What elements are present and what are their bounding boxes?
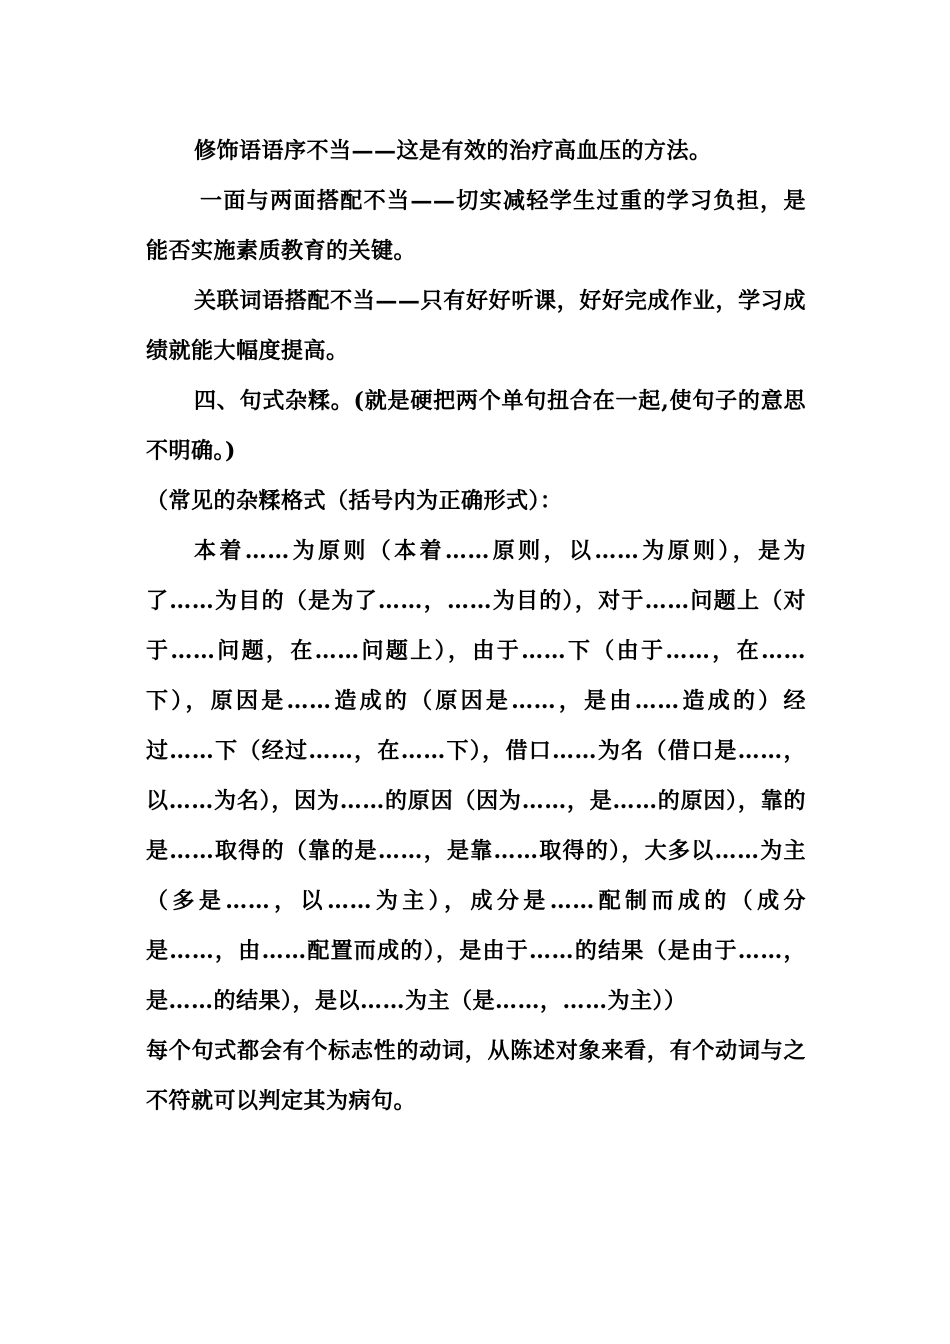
paragraph-verb-marker-note: 每个句式都会有个标志性的动词，从陈述对象来看，有个动词与之不符就可以判定其为病句。 <box>146 1038 806 1114</box>
paragraph-conjunction-mismatch: 关联词语搭配不当——只有好好听课，好好完成作业，学习成绩就能大幅度提高。 <box>146 288 806 364</box>
paragraph-modifier-order: 修饰语语序不当——这是有效的治疗高血压的方法。 <box>194 138 712 164</box>
document-body <box>146 126 806 1126</box>
paragraph-one-two-sided: 一面与两面搭配不当——切实减轻学生过重的学习负担，是能否实施素质教育的关键。 <box>146 188 806 264</box>
paragraph-common-formats-intro: （常见的杂糅格式（括号内为正确形式）： <box>146 488 563 514</box>
paragraph-section-four-heading: 四、句式杂糅。(就是硬把两个单句扭合在一起,使句子的意思不明确。) <box>146 388 806 464</box>
paragraph-common-formats-list: 本着……为原则（本着……原则，以……为原则），是为了……为目的（是为了……，……为目的），对于……问题上（对于……问题，在……问题上），由于……下（由于……，在……下），原因是……造成的（原因是……，是由……造成的）经过……下（经过……，在……下），借口……为名（借口是……，以……为名），因为……的原因（因为……，是……的原因），靠的是……取得的（靠的是……，是靠……取得的），大多以……为主（多是……，以……为主），成分是……配制而成的（成分是……，由……配置而成的），是由于……的结果（是由于……，是……的结果），是以……为主（是……，……为主）） <box>146 538 806 1014</box>
